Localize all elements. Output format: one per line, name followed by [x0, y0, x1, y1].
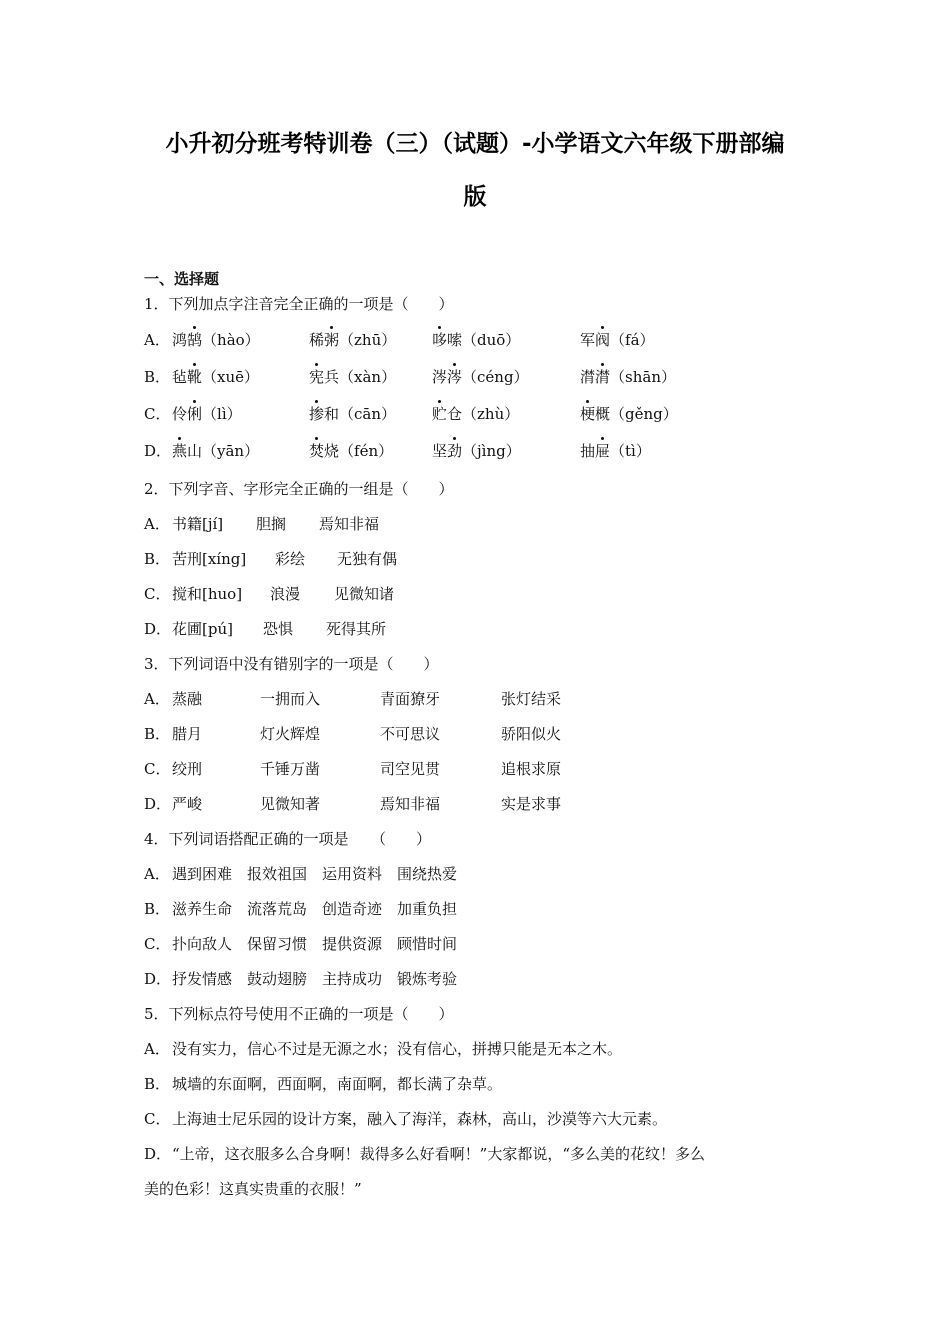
option-text: 军 — [580, 331, 596, 349]
option-item — [172, 441, 259, 461]
question-stem — [144, 479, 454, 499]
option-text: 骄阳似火 — [501, 725, 562, 743]
dotted-character: 劲 — [447, 442, 463, 460]
option-label: B． — [144, 368, 171, 386]
option-text: 胆搁 — [256, 515, 287, 533]
option-text: 不可思议 — [380, 725, 441, 743]
option-item — [432, 330, 520, 350]
option-text: 死得其所 — [326, 620, 387, 638]
option-text: 苦刑[xíng] — [172, 550, 247, 568]
option-text: （céng） — [462, 368, 529, 386]
dotted-character: 哆 — [432, 331, 448, 349]
option-text: 焉知非福 — [380, 795, 441, 813]
option-text: 上海迪士尼乐园的设计方案，融入了海洋，森林，高山，沙漠等六大元素。 — [172, 1110, 668, 1128]
dotted-character: 焚 — [309, 442, 325, 460]
dotted-character: 粥 — [324, 331, 340, 349]
option-text: 绞刑 — [172, 760, 203, 778]
option-text: 花圃[pú] — [172, 620, 233, 638]
option-text: 扑向敌人 保留习惯 提供资源 顾惜时间 — [172, 935, 458, 953]
dotted-character: 掺 — [309, 405, 325, 423]
dotted-character: 鹄 — [187, 331, 203, 349]
option-label: D． — [144, 1145, 172, 1163]
question-stem — [144, 654, 439, 674]
option-text: 烧（fén） — [324, 442, 394, 460]
option-text: （zhū） — [339, 331, 397, 349]
dotted-character: 燕 — [172, 442, 188, 460]
option-text: 稀 — [309, 331, 325, 349]
option-text: 青面獠牙 — [380, 690, 441, 708]
dotted-character: 梗 — [580, 405, 596, 423]
question-stem-text: 1．下列加点字注音完全正确的一项是（ ） — [144, 295, 454, 313]
option-text: 见微知诸 — [334, 585, 395, 603]
option-label: B． — [144, 900, 171, 918]
option-label: C． — [144, 760, 171, 778]
option-text: 抽 — [580, 442, 596, 460]
option-text: （fá） — [610, 331, 655, 349]
option-item — [172, 330, 260, 350]
option-text: （xuē） — [202, 368, 260, 386]
option-text: 滋养生命 流落荒岛 创造奇迹 加重负担 — [172, 900, 458, 918]
option-label: A． — [144, 515, 170, 533]
option-text: 兵（xàn） — [324, 368, 397, 386]
option-text: 灯火辉煌 — [260, 725, 321, 743]
option-text: 山（yān） — [187, 442, 260, 460]
option-text: 概（gěng） — [595, 405, 678, 423]
section-title: 一、选择题 — [144, 270, 220, 288]
option-label: B． — [144, 725, 171, 743]
option-text: 彩绘 — [275, 550, 306, 568]
option-item — [580, 404, 678, 424]
option-text: 焉知非福 — [319, 515, 380, 533]
option-label: A． — [144, 331, 170, 349]
option-item — [432, 367, 529, 387]
option-text: 一拥而入 — [260, 690, 321, 708]
option-label: A． — [144, 1040, 170, 1058]
option-text: 恐惧 — [263, 620, 294, 638]
option-label: D． — [144, 442, 172, 460]
option-item — [432, 404, 519, 424]
dotted-character: 涔 — [447, 368, 463, 386]
question-stem — [144, 1004, 454, 1024]
option-label: D． — [144, 970, 172, 988]
option-text: 蒸融 — [172, 690, 203, 708]
document-title-line1: 小升初分班考特训卷（三）（试题）-小学语文六年级下册部编 — [165, 131, 785, 157]
option-text: （jìng） — [462, 442, 521, 460]
option-text: 书籍[jí] — [172, 515, 224, 533]
option-label: B． — [144, 1075, 171, 1093]
option-label: C． — [144, 585, 171, 603]
document-title-line2: 版 — [463, 184, 487, 210]
option-text: 没有实力，信心不过是无源之水；没有信心，拼搏只能是无本之木。 — [172, 1040, 623, 1058]
question-stem-text: 5．下列标点符号使用不正确的一项是（ ） — [144, 1005, 454, 1023]
option-item — [309, 404, 396, 424]
option-item — [172, 404, 242, 424]
option-text: 抒发情感 鼓动翅膀 主持成功 锻炼考验 — [172, 970, 458, 988]
question-stem — [144, 294, 454, 314]
option-text: 腊月 — [172, 725, 203, 743]
option-item — [172, 367, 259, 387]
dotted-character: 贮 — [432, 405, 448, 423]
option-label: C． — [144, 1110, 171, 1128]
dotted-character: 宪 — [309, 368, 325, 386]
option-text: 仓（zhù） — [447, 405, 520, 423]
option-text: 搅和[huo] — [172, 585, 243, 603]
option-item — [432, 441, 521, 461]
option-label: A． — [144, 690, 170, 708]
dotted-character: 潸 — [595, 368, 611, 386]
option-text: 千锤万凿 — [260, 760, 321, 778]
option-text: 实是求事 — [501, 795, 562, 813]
question-stem — [144, 829, 431, 849]
option-item — [580, 330, 655, 350]
option-label: D． — [144, 620, 172, 638]
option-item — [309, 330, 396, 350]
option-item — [580, 367, 676, 387]
option-label: D． — [144, 795, 172, 813]
dotted-character: 靴 — [187, 368, 203, 386]
option-text: 嗦（duō） — [447, 331, 521, 349]
option-item — [309, 367, 396, 387]
option-label: A． — [144, 865, 170, 883]
option-text: （shān） — [610, 368, 676, 386]
option-text: 毡 — [172, 368, 188, 386]
option-text: 鸿 — [172, 331, 188, 349]
option-text: 坚 — [432, 442, 448, 460]
option-text: 美的色彩！这真实贵重的衣服！” — [144, 1180, 362, 1198]
option-item — [309, 441, 393, 461]
option-text: “上帝，这衣服多么合身啊！裁得多么好看啊！”大家都说，“多么美的花纹！多么 — [172, 1145, 706, 1163]
option-text: （tì） — [610, 442, 651, 460]
option-text: 潸 — [580, 368, 596, 386]
option-label: B． — [144, 550, 171, 568]
option-item — [580, 441, 651, 461]
option-text: 和（cān） — [324, 405, 397, 423]
question-stem-text: 4．下列词语搭配正确的一项是 （ ） — [144, 830, 432, 848]
option-label: C． — [144, 405, 171, 423]
option-text: 遇到困难 报效祖国 运用资料 围绕热爱 — [172, 865, 458, 883]
option-text: 追根求原 — [501, 760, 562, 778]
dotted-character: 俐 — [187, 405, 203, 423]
question-stem-text: 3．下列词语中没有错别字的一项是（ ） — [144, 655, 439, 673]
option-text: 伶 — [172, 405, 188, 423]
option-text: 无独有偶 — [337, 550, 398, 568]
option-text: （lì） — [202, 405, 242, 423]
option-text: （hào） — [202, 331, 260, 349]
dotted-character: 屉 — [595, 442, 611, 460]
option-text: 张灯结采 — [501, 690, 562, 708]
dotted-character: 阀 — [595, 331, 611, 349]
option-text: 涔 — [432, 368, 448, 386]
option-text: 见微知著 — [260, 795, 321, 813]
option-label: C． — [144, 935, 171, 953]
option-text: 浪漫 — [270, 585, 301, 603]
question-stem-text: 2．下列字音、字形完全正确的一组是（ ） — [144, 480, 454, 498]
option-text: 司空见贯 — [380, 760, 441, 778]
option-text: 严峻 — [172, 795, 203, 813]
option-text: 城墙的东面啊，西面啊，南面啊，都长满了杂草。 — [172, 1075, 503, 1093]
